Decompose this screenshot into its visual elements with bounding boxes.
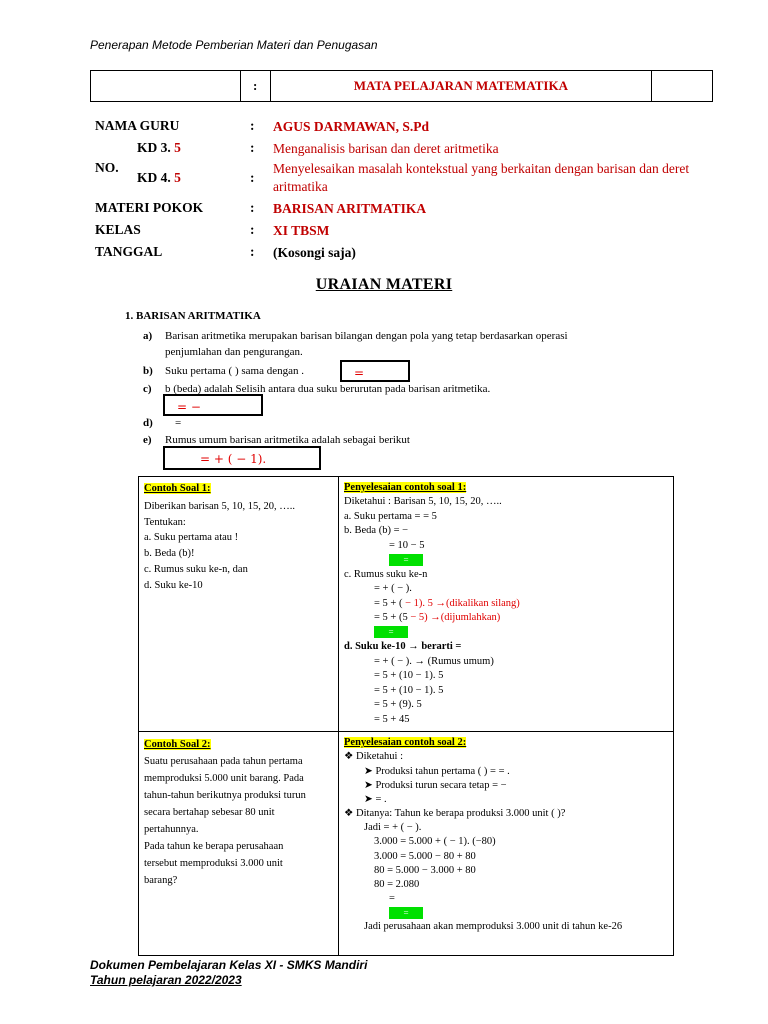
item-e-label: e) bbox=[143, 434, 152, 446]
solution2-s5: = bbox=[389, 893, 395, 905]
solution2-s1: 3.000 = 5.000 + ( − 1). (−80) bbox=[374, 836, 496, 848]
item-a-line1: Barisan aritmetika merupakan barisan bilangan dengan pola yang tetap berdasarkan operasi bbox=[165, 330, 568, 342]
solution1-c3: = 5 + ( − 1). 5 →(dikalikan silang) bbox=[374, 597, 520, 609]
example1-line: c. Rumus suku ke-n, dan bbox=[144, 563, 248, 575]
kd1-label: KD 3. 5 bbox=[137, 140, 181, 155]
solution1-cell bbox=[339, 477, 674, 732]
solution2-so: Jadi = + ( − ). bbox=[364, 822, 422, 834]
solution1-d2: = + ( − ). → (Rumus umum) bbox=[374, 655, 494, 667]
solution2-asked: ❖ Ditanya: Tahun ke berapa produksi 3.000 unit ( )? bbox=[344, 808, 566, 820]
date-value: (Kosongi saja) bbox=[273, 245, 356, 260]
example2-line: pertahunnya. bbox=[144, 824, 199, 836]
item-d-label: d) bbox=[143, 417, 153, 429]
solution1-d1: d. Suku ke-10 → berarti = bbox=[344, 641, 462, 653]
separator: : bbox=[250, 170, 255, 185]
subject-name: MATA PELAJARAN MATEMATIKA bbox=[270, 71, 651, 102]
solution1-a: a. Suku pertama = = 5 bbox=[344, 510, 437, 522]
item-c-label: c) bbox=[143, 383, 152, 395]
formula-box-first-term: = bbox=[340, 360, 410, 382]
solution1-d5: = 5 + (9). 5 bbox=[374, 699, 422, 711]
separator: : bbox=[250, 140, 255, 155]
separator: : bbox=[250, 222, 255, 237]
item-a-line2: penjumlahan dan pengurangan. bbox=[165, 346, 303, 358]
formula-box-difference: = − bbox=[163, 394, 263, 416]
footer-line2: Tahun pelajaran 2022/2023 bbox=[90, 973, 242, 987]
subject-table-colon: : bbox=[240, 71, 270, 102]
subject-table-empty-cell-end bbox=[652, 71, 713, 102]
solution1-c1: c. Rumus suku ke-n bbox=[344, 568, 428, 580]
solution2-s3: 80 = 5.000 − 3.000 + 80 bbox=[374, 864, 476, 876]
result-highlight: = bbox=[389, 907, 423, 919]
solution1-c2: = + ( − ). bbox=[374, 583, 412, 595]
solution1-known: Diketahui : Barisan 5, 10, 15, 20, ….. bbox=[344, 496, 502, 508]
separator: : bbox=[250, 244, 255, 259]
kd2-text: Menyelesaikan masalah kontekstual yang berkaitan dengan barisan dan deret aritmatika bbox=[273, 161, 690, 195]
subject-table bbox=[90, 70, 713, 102]
solution2-conclusion: Jadi perusahaan akan memproduksi 3.000 unit di tahun ke-26 bbox=[364, 921, 623, 933]
solution1-b-result bbox=[344, 553, 668, 567]
separator: : bbox=[250, 118, 255, 133]
solution1-c-result bbox=[344, 626, 668, 640]
example1-line: d. Suku ke-10 bbox=[144, 579, 203, 591]
kd1-text: Menganalisis barisan dan deret aritmetika bbox=[273, 141, 499, 156]
solution2-k3: ➤ = . bbox=[364, 793, 387, 805]
solution2-cell bbox=[339, 732, 674, 956]
example2-cell bbox=[139, 732, 339, 956]
example1-line: Tentukan: bbox=[144, 516, 186, 528]
formula-box-general: = + ( − 1). bbox=[163, 446, 321, 470]
class-label: KELAS bbox=[95, 222, 141, 237]
examples-table bbox=[138, 476, 674, 956]
solution1-b2: = 10 − 5 bbox=[389, 539, 425, 551]
footer-line1: Dokumen Pembelajaran Kelas XI - SMKS Mandiri bbox=[90, 958, 368, 972]
solution2-s4: 80 = 2.080 bbox=[374, 878, 420, 890]
result-highlight: = bbox=[374, 626, 408, 638]
solution2-k2: ➤ Produksi turun secara tetap = − bbox=[364, 779, 507, 791]
solution2-title: Penyelesaian contoh soal 2: bbox=[344, 737, 467, 749]
example2-title: Contoh Soal 2: bbox=[144, 739, 211, 751]
example1-title: Contoh Soal 1: bbox=[144, 483, 211, 494]
subject-table-empty-cell bbox=[91, 71, 241, 102]
item-c-text: b (beda) adalah Selisih antara dua suku berurutan pada barisan aritmetika. bbox=[165, 383, 491, 395]
no-label: NO. bbox=[95, 160, 119, 175]
item-b-label: b) bbox=[143, 365, 153, 377]
example2-line: Suatu perusahaan pada tahun pertama bbox=[144, 756, 303, 768]
solution1-title: Penyelesaian contoh soal 1: bbox=[344, 482, 467, 493]
separator: : bbox=[250, 200, 255, 215]
example1-line: b. Beda (b)! bbox=[144, 548, 195, 559]
teacher-name: AGUS DARMAWAN, S.Pd bbox=[273, 119, 430, 134]
solution2-result bbox=[344, 906, 668, 920]
item-e-text: Rumus umum barisan aritmetika adalah sebagai berikut bbox=[165, 434, 410, 446]
topic-value: BARISAN ARITMATIKA bbox=[273, 201, 427, 216]
example1-line: Diberikan barisan 5, 10, 15, 20, ….. bbox=[144, 500, 296, 512]
materi-heading: 1. BARISAN ARITMATIKA bbox=[125, 310, 261, 322]
solution2-k1: ➤ Produksi tahun pertama ( ) = = . bbox=[364, 765, 510, 777]
solution1-b1: b. Beda (b) = − bbox=[344, 525, 409, 537]
example2-line: Pada tahun ke berapa perusahaan bbox=[144, 841, 284, 853]
section-title: URAIAN MATERI bbox=[315, 276, 453, 293]
example2-line: tahun-tahun berikutnya produksi turun bbox=[144, 790, 306, 802]
item-a-label: a) bbox=[143, 330, 153, 342]
example2-line: barang? bbox=[144, 875, 178, 887]
page-footer bbox=[90, 958, 367, 988]
solution1-d4: = 5 + (10 − 1). 5 bbox=[374, 684, 444, 696]
kd2-label: KD 4. 5 bbox=[137, 170, 181, 185]
item-d-text: = bbox=[175, 417, 182, 429]
date-label: TANGGAL bbox=[95, 244, 163, 259]
solution1-d3: = 5 + (10 − 1). 5 bbox=[374, 670, 444, 682]
solution1-d6: = 5 + 45 bbox=[374, 713, 410, 725]
example2-line: memproduksi 5.000 unit barang. Pada bbox=[144, 773, 304, 785]
example1-cell bbox=[139, 477, 339, 732]
item-b-text: Suku pertama ( ) sama dengan . bbox=[165, 365, 304, 377]
running-title: Penerapan Metode Pemberian Materi dan Penugasan bbox=[90, 38, 378, 52]
example2-line: secara bertahap sebesar 80 unit bbox=[144, 807, 275, 819]
solution2-known: ❖ Diketahui : bbox=[344, 751, 403, 763]
result-highlight: = bbox=[389, 554, 423, 566]
topic-label: MATERI POKOK bbox=[95, 200, 204, 215]
example2-line: tersebut memproduksi 3.000 unit bbox=[144, 858, 283, 870]
example1-line: a. Suku pertama atau ! bbox=[144, 532, 239, 544]
teacher-label: NAMA GURU bbox=[95, 118, 180, 133]
solution2-s2: 3.000 = 5.000 − 80 + 80 bbox=[374, 850, 476, 862]
solution1-c4: = 5 + (5 − 5) →(dijumlahkan) bbox=[374, 612, 501, 624]
class-value: XI TBSM bbox=[273, 223, 330, 238]
